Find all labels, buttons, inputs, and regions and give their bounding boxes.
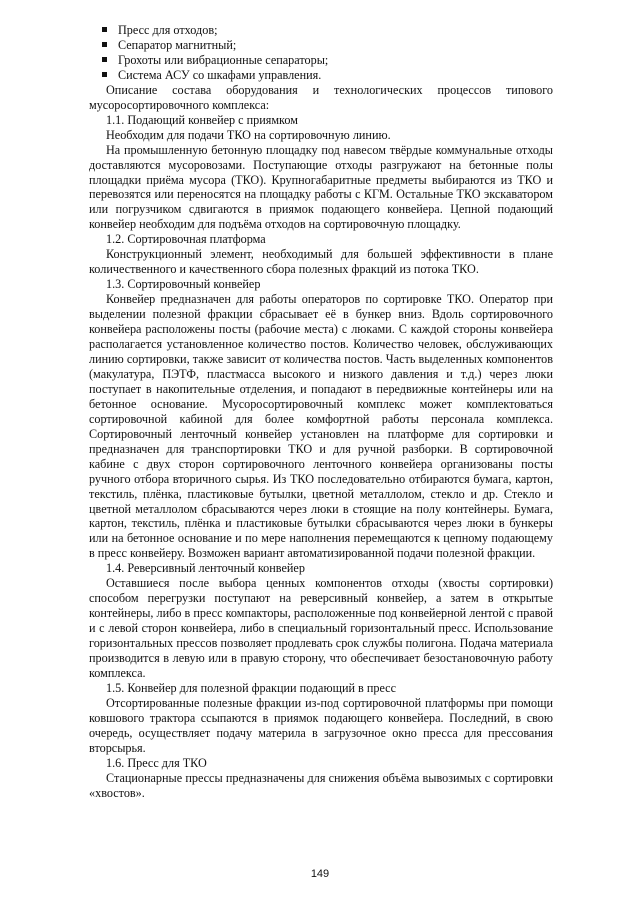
section-heading: 1.1. Подающий конвейер с приямком xyxy=(106,112,298,127)
intro-paragraph: Описание состава оборудования и технологических процессов типового мусоросортировочного комплекса: xyxy=(89,82,553,112)
paragraph: Необходим для подачи ТКО на сортировочную линию. xyxy=(106,127,391,142)
bullet-square-icon xyxy=(102,57,107,62)
section-heading: 1.3. Сортировочный конвейер xyxy=(106,277,261,292)
paragraph: На промышленную бетонную площадку под навесом твёрдые коммунальные отходы доставляются мусоровозами. Поступающие отходы разгружают на бетонные полы площадки приёма мусора (ТКО). Крупногабаритные предметы выбираются из ТКО и перевозятся или переносятся на площадку работы с КГМ. Остальные ТКО экскаватором или погрузчиком сдвигаются в приямок подающего конвейера. Цепной подающий конвейер необходим для подъёма отходов на сортировочную площадку. xyxy=(89,142,553,232)
equipment-list xyxy=(89,23,553,83)
section-heading: 1.6. Пресс для ТКО xyxy=(106,755,207,770)
page-number: 149 xyxy=(310,868,330,880)
list-item-text: Система АСУ со шкафами управления. xyxy=(118,67,322,82)
list-item xyxy=(89,38,553,53)
list-item-text: Грохоты или вибрационные сепараторы; xyxy=(118,52,329,67)
bullet-square-icon xyxy=(102,42,107,47)
bullet-square-icon xyxy=(102,72,107,77)
list-item-text: Пресс для отходов; xyxy=(118,23,218,37)
list-item xyxy=(89,23,553,38)
page-content xyxy=(89,23,553,801)
paragraph: Конструкционный элемент, необходимый для большей эффективности в плане количественного и качественного сбора полезных фракций из потока ТКО. xyxy=(89,247,553,277)
list-item xyxy=(89,68,553,83)
paragraph: Оставшиеся после выбора ценных компонентов отходы (хвосты сортировки) способом перегрузки поступают на реверсивный конвейер, а затем в открытые контейнеры, либо в пресс компакторы, расположенные под конвейерной лентой с правой и с левой сторон конвейера, либо в специальный горизонтальный пресс. Использование горизонтальных прессов позволяет продлевать срок службы полигона. Подача материала производится в левую или в правую сторону, что обеспечивает безостановочную работу комплекса. xyxy=(89,576,553,680)
list-item xyxy=(89,53,553,68)
section-heading: 1.5. Конвейер для полезной фракции подающий в пресс xyxy=(106,680,396,695)
section-heading: 1.2. Сортировочная платформа xyxy=(106,232,266,247)
section-heading: 1.4. Реверсивный ленточный конвейер xyxy=(106,561,305,576)
list-item-text: Сепаратор магнитный; xyxy=(118,37,237,52)
bullet-square-icon xyxy=(102,27,107,32)
paragraph: Отсортированные полезные фракции из-под сортировочной платформы при помощи ковшового трактора ссыпаются в приямок подающего конвейера. Последний, в свою очередь, осуществляет подачу материла в загрузочное окно пресса для прессования вторсырья. xyxy=(89,695,553,755)
paragraph: Конвейер предназначен для работы операторов по сортировке ТКО. Оператор при выделении полезной фракции сбрасывает её в бункер вниз. Вдоль сортировочного конвейера расположены посты (рабочие места) с люками. С каждой стороны конвейера располагается установленное количество постов. Количество человек, обслуживающих линию сортировки, также зависит от количества постов. Часть выделенных компонентов (макулатура, ПЭТФ, пластмасса высокого и низкого давления и т.д.) через люки поступает в накопительные отделения, и попадают в передвижные контейнеры или на бетонное основание. Мусоросортировочный комплекс может комплектоваться сортировочной кабиной для более комфортной работы персонала комплекса. Сортировочный ленточный конвейер установлен на платформе для сортировки и предназначен для транспортировки ТКО и для ручной разборки. В сортировочной кабине с двух сторон сортировочного ленточного конвейера организованы посты ручного отбора вторичного сырья. Из ТКО последовательно отбираются бумага, картон, текстиль, плёнка, пластиковые бутылки, цветной металлолом, стекло и др. Стекло и цветной металлолом сбрасываются через люки в стоящие на полу контейнеры. Бумага, картон, текстиль, плёнка и пластиковые бутылки сбрасываются через люки в бункеры или на бетонное основание и по мере наполнения перемещаются к цепному подающему в пресс конвейеру. Возможен вариант автоматизированной подачи полезной фракции. xyxy=(89,292,553,561)
paragraph: Стационарные прессы предназначены для снижения объёма вывозимых с сортировки «хвостов». xyxy=(89,770,553,800)
